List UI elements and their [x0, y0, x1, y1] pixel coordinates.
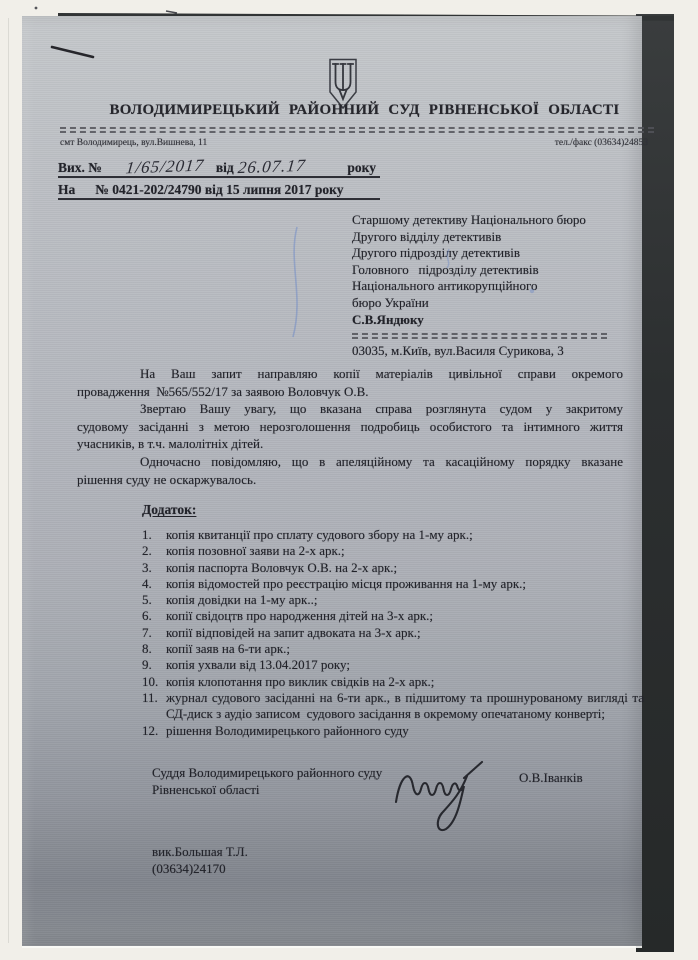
outgoing-ref-line — [58, 157, 380, 178]
attachment-item-text: журнал судового засіданні на 6-ти арк., в підшитому та прошнурованому вигляді та СД-диск з аудіо записом судового засідання в окремому опечатаному конверті; — [166, 689, 644, 722]
attachment-item-number: 9. — [142, 657, 152, 673]
attachment-item-text: копія квитанції про сплату судового збору на 1-му арк.; — [166, 527, 473, 542]
attachment-item-text: копії заяв на 6-ти арк.; — [166, 641, 291, 657]
attachment-item — [142, 641, 644, 657]
attachment-item-text: рішення Володимирецького районного суду — [166, 722, 409, 738]
body-line: судовому засіданні з метою нерозголошення подробиць особистого та інтимного життя — [77, 418, 623, 434]
attachment-item-number: 10. — [142, 673, 159, 689]
outgoing-ref-label: Вих. № — [58, 160, 102, 175]
judge-role-line2: Рівненської області — [152, 782, 260, 798]
document-page — [22, 16, 648, 946]
attachment-item-number: 8. — [142, 641, 152, 657]
attachment-item-number: 12. — [142, 722, 159, 738]
recipient-lines — [352, 212, 614, 312]
scan-left-margin-line — [8, 18, 9, 943]
paragraph-1 — [77, 365, 623, 400]
attachment-item-text: копія ухвали від 13.04.2017 року; — [166, 657, 350, 673]
recipient-address: 03035, м.Київ, вул.Василя Сурикова, 3 — [352, 343, 564, 359]
attachment-item-text: копії відповідей на запит адвоката на 3-х арк.; — [166, 624, 421, 640]
recipient-separator — [352, 333, 607, 339]
body-line: Одночасно повідомляю, що в апеляційному та касаційному порядку вказане — [140, 453, 623, 469]
body-line: рішення суду не оскаржувалось. — [77, 471, 257, 487]
executor-block — [152, 844, 248, 877]
attachment-item — [142, 527, 644, 543]
paragraph-3 — [77, 453, 623, 488]
small-speck — [35, 7, 38, 10]
recipient-line: Старшому детективу Національного бюро — [352, 212, 586, 227]
attachment-item-text: копія довідки на 1-му арк..; — [166, 592, 318, 608]
attachment-item-number: 4. — [142, 575, 152, 591]
executor-phone: (03634)24170 — [152, 860, 226, 876]
letter-body — [77, 365, 623, 488]
attachment-item — [142, 576, 644, 592]
incoming-ref-line — [58, 179, 380, 200]
attachment-item-text: копія позовної заяви на 2-х арк.; — [166, 543, 345, 559]
judge-name: О.В.Іванків — [519, 770, 583, 785]
executor-name: вик.Большая Т.Л. — [152, 844, 248, 859]
handwritten-outgoing-number: 1/65/2017 — [124, 155, 206, 178]
attachment-item-text: копія відомостей про реєстрацію місця проживання на 1-му арк.; — [166, 575, 526, 591]
body-line: На Ваш запит направляю копії матеріалів цивільної справи окремого — [140, 366, 623, 381]
body-line: провадження №565/552/17 за заявою Воловчук О.В. — [77, 383, 369, 399]
attachments-heading: Додаток: — [142, 502, 197, 517]
attachment-item-text: копія паспорта Воловчук О.В. на 2-х арк.; — [166, 559, 398, 575]
attachment-item — [142, 608, 644, 624]
incoming-ref-number: № 0421-202/24790 від 15 липня 2017 року — [95, 182, 344, 197]
recipient-name: С.В.Яндюку — [352, 311, 424, 327]
attachment-item — [142, 674, 644, 690]
attachment-item — [142, 690, 644, 723]
attachment-item-number: 11. — [142, 689, 158, 705]
attachment-item — [142, 625, 644, 641]
attachment-item-text: копія клопотання про виклик свідків на 2-х арк.; — [166, 673, 435, 689]
attachment-item-number: 6. — [142, 608, 152, 624]
recipient-block — [352, 212, 614, 360]
header-separator — [60, 127, 654, 133]
judge-role-block — [152, 764, 382, 799]
judge-role-line1: Суддя Володимирецького районного суду — [152, 765, 383, 780]
roku-label: року — [347, 160, 376, 175]
handwritten-signature-icon — [390, 756, 486, 836]
vid-label: від — [215, 160, 234, 175]
attachment-item — [142, 543, 644, 559]
attachment-item-text: копії свідоцтв про народження дітей на 3-х арк.; — [166, 608, 434, 624]
recipient-line: Другого підрозділу детективів — [352, 245, 521, 261]
attachments-list — [142, 527, 644, 739]
attachment-item-number: 5. — [142, 592, 152, 608]
incoming-ref-label: На — [58, 182, 76, 197]
court-phone: тел./факс (03634)24853 — [554, 138, 648, 148]
recipient-line: Другого відділу детективів — [352, 228, 502, 244]
attachment-item — [142, 560, 644, 576]
attachment-item — [142, 723, 644, 739]
body-line: Звертаю Вашу увагу, що вказана справа розглянута судом у закритому — [140, 401, 623, 417]
recipient-line: Національного антикорупційного — [352, 278, 538, 294]
attachment-item-number: 2. — [142, 543, 152, 559]
court-name-title: ВОЛОДИМИРЕЦЬКИЙ РАЙОННИЙ СУД РІВНЕНСЬКОЇ ОБЛАСТІ — [109, 102, 620, 118]
handwritten-date: 26.07.17 — [236, 155, 307, 178]
court-address: смт Володимирець, вул.Вишнева, 11 — [60, 138, 208, 148]
body-line: учасників, в т.ч. малолітніх дітей. — [77, 436, 264, 452]
attachment-item — [142, 592, 644, 608]
attachment-item — [142, 657, 644, 673]
attachment-item-number: 1. — [142, 527, 152, 542]
recipient-line: Головного підрозділу детективів — [352, 261, 539, 277]
attachment-item-number: 3. — [142, 559, 152, 575]
attachment-item-number: 7. — [142, 624, 152, 640]
paragraph-2 — [77, 400, 623, 453]
recipient-line: бюро України — [352, 294, 429, 310]
